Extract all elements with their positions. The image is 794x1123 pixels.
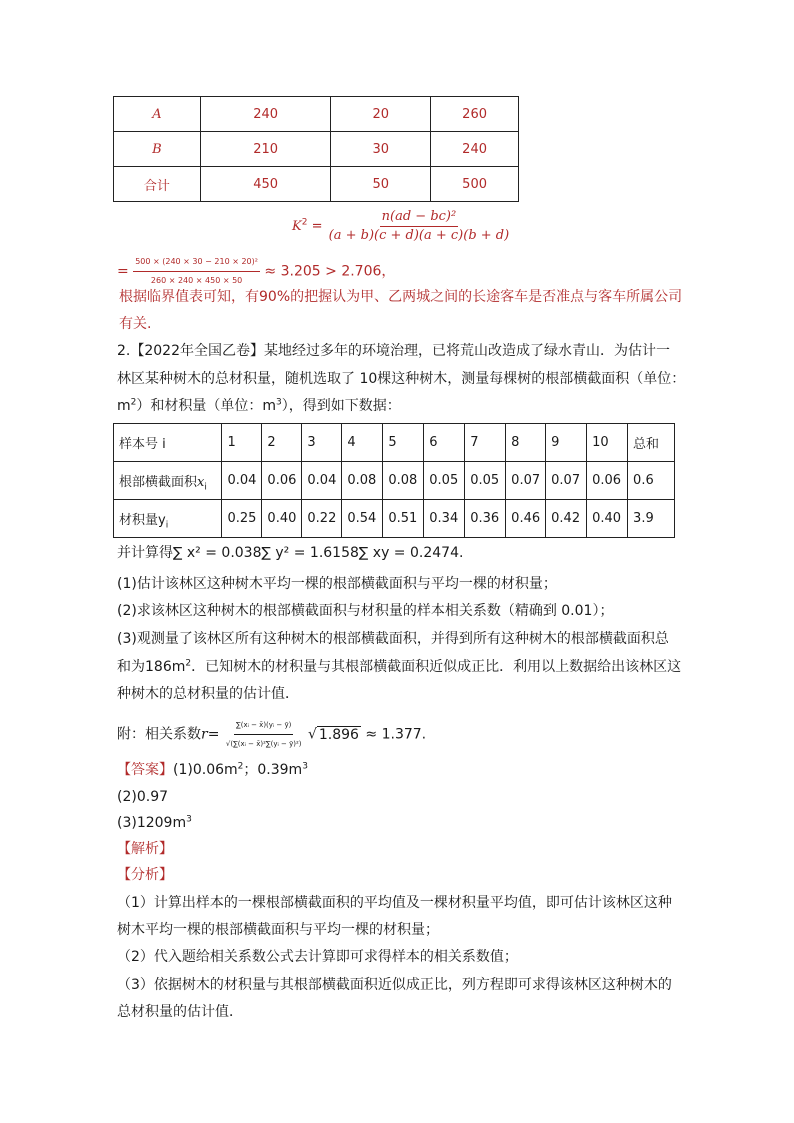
row-label-text: 根部横截面积 [119, 475, 198, 490]
answer-text: (1)0.06m [173, 762, 238, 778]
equals-sign: = [207, 726, 220, 743]
correlation-numerator: ∑(xᵢ − x̄)(yᵢ − ȳ) [234, 716, 293, 735]
cell: 0.51 [383, 500, 424, 538]
row-label: B [114, 132, 201, 167]
cell: 240 [431, 132, 519, 167]
problem-2-line-1 [117, 342, 670, 360]
cell: 0.42 [546, 500, 587, 538]
table-row [114, 462, 675, 500]
conclusion-line-2: 有关. [119, 316, 152, 332]
problem-number: 2. [117, 343, 131, 359]
question-text: ．已知树木的材积量与其根部横截面积近似成正比．利用以上数据给出该林区这 [191, 659, 682, 675]
k2-symbol: K [292, 219, 302, 234]
cell: 210 [200, 132, 331, 167]
answer-label: 【答案】 [117, 762, 173, 778]
sums-prefix: 并计算得 [117, 545, 173, 561]
answer-line-2: (2)0.97 [117, 789, 169, 805]
correlation-denominator: √(∑(xᵢ − x̄)²∑(yᵢ − ȳ)²) [225, 740, 302, 748]
k2-fraction [327, 208, 512, 245]
table-header-row [114, 424, 675, 462]
analysis-p3-line-2: 总材积量的估计值． [117, 1004, 243, 1020]
approx-value: ≈ 1.377. [365, 726, 427, 743]
question-3-line-2 [117, 658, 681, 676]
equals-sign: = [117, 263, 129, 280]
cell: 0.40 [262, 500, 302, 538]
sum-y-squared: ∑ y² = 1.6158 [261, 545, 359, 561]
sum-xy: ∑ xy = 0.2474. [358, 545, 464, 561]
correlation-fraction [224, 716, 304, 753]
cell: 3.9 [628, 500, 675, 538]
sample-data-table [113, 423, 675, 538]
header-cell: 9 [546, 424, 587, 462]
cell: 30 [331, 132, 431, 167]
cell: 0.07 [546, 462, 587, 500]
unit-text: ）和材积量（单位：m [136, 398, 277, 414]
cell: 0.06 [262, 462, 302, 500]
answer-text: (3)1209m [117, 815, 187, 831]
header-cell: 4 [342, 424, 383, 462]
header-cell: 8 [506, 424, 546, 462]
cell: 0.06 [587, 462, 628, 500]
question-3-line-1: (3)观测量了该林区所有这种树木的根部横截面积，并得到所有这种树木的根部横截面积总 [117, 631, 669, 647]
cell: 450 [200, 167, 331, 202]
unit-exponent: 3 [186, 814, 192, 825]
unit-text: ），得到如下数据： [281, 398, 401, 414]
header-cell: 总和 [628, 424, 675, 462]
equals-sign: = [311, 219, 323, 234]
row-label: 合计 [114, 167, 201, 202]
unit-exponent: 2 [185, 658, 192, 669]
cell: 240 [200, 97, 331, 132]
question-text: 和为186m [117, 659, 186, 675]
header-cell: 3 [302, 424, 342, 462]
unit-exponent: 3 [302, 761, 308, 772]
table-row [114, 500, 675, 538]
header-cell: 样本号 i [114, 424, 222, 462]
conclusion-line-1: 根据临界值表可知，有90%的把握认为甲、乙两城之间的长途客车是否准点与客车所属公司 [119, 289, 683, 305]
answer-text: ；0.39m [243, 762, 303, 778]
analysis-sub-label: 【分析】 [117, 867, 173, 883]
header-cell: 1 [222, 424, 262, 462]
sqrt-value: 1.896 [318, 726, 359, 743]
question-1: (1)估计该林区这种树木平均一棵的根部横截面积与平均一棵的材积量； [117, 576, 557, 592]
row-label: A [114, 97, 201, 132]
header-cell: 6 [424, 424, 465, 462]
subscript: i [165, 520, 169, 531]
sqrt-sign: √ [307, 726, 317, 743]
analysis-label: 【解析】 [117, 841, 173, 857]
answer-line-1 [117, 761, 308, 779]
analysis-p1-line-1: （1）计算出样本的一棵根部横截面积的平均值及一棵材积量平均值，即可估计该林区这种 [117, 895, 672, 911]
question-3-line-3: 种树木的总材积量的估计值． [117, 686, 299, 702]
r-symbol: r [201, 726, 208, 743]
cell: 0.25 [222, 500, 262, 538]
k2-calculation [117, 253, 395, 290]
table-row [114, 97, 519, 132]
question-2: (2)求该林区这种树木的根部横截面积与材积量的样本相关系数（精确到 0.01）； [117, 603, 614, 619]
unit-exponent: 2 [130, 397, 137, 408]
table-row [114, 132, 519, 167]
header-cell: 5 [383, 424, 424, 462]
analysis-p3-line-1: （3）依据树木的材积量与其根部横截面积近似成正比，列方程即可求得该林区这种树木的 [117, 977, 672, 993]
cell: 0.54 [342, 500, 383, 538]
k2-calc-denominator: 260 × 240 × 450 × 50 [150, 276, 243, 285]
cell: 0.36 [465, 500, 506, 538]
sum-x-squared: ∑ x² = 0.038 [173, 545, 262, 561]
row-label [114, 500, 222, 538]
k2-formula [292, 208, 511, 245]
contingency-table [113, 96, 519, 202]
k2-exponent: 2 [301, 217, 308, 228]
cell: 50 [331, 167, 431, 202]
variable-y: y [158, 513, 166, 528]
answer-line-3 [117, 814, 192, 832]
problem-2-line-2: 林区某种树木的总材积量，随机选取了 10棵这种树木，测量每棵树的根部横截面积（单位： [117, 371, 686, 387]
k2-calc-numerator: 500 × (240 × 30 − 210 × 20)² [133, 253, 260, 272]
cell: 0.22 [302, 500, 342, 538]
cell: 0.04 [302, 462, 342, 500]
k2-calc-fraction [133, 253, 260, 290]
header-cell: 10 [587, 424, 628, 462]
subscript: i [204, 482, 207, 493]
k2-numerator: n(ad − bc)² [380, 208, 459, 227]
row-label [114, 462, 222, 500]
unit-text: m [117, 398, 131, 414]
cell: 0.40 [587, 500, 628, 538]
table-row [114, 167, 519, 202]
cell: 0.08 [342, 462, 383, 500]
k2-denominator: (a + b)(c + d)(a + c)(b + d) [328, 228, 510, 243]
appendix-prefix: 附：相关系数 [117, 726, 201, 743]
cell: 0.46 [506, 500, 546, 538]
header-cell: 2 [262, 424, 302, 462]
sums-line [117, 544, 463, 562]
cell: 0.05 [465, 462, 506, 500]
problem-source: 【2022年全国乙卷】 [130, 343, 264, 359]
analysis-p2: （2）代入题给相关系数公式去计算即可求得样本的相关系数值； [117, 949, 518, 965]
row-label-text: 材积量 [119, 513, 159, 528]
unit-exponent: 3 [276, 397, 282, 408]
cell: 260 [431, 97, 519, 132]
analysis-p1-line-2: 树木平均一棵的根部横截面积与平均一棵的材积量； [117, 922, 439, 938]
cell: 0.34 [424, 500, 465, 538]
header-cell: 7 [465, 424, 506, 462]
cell: 0.04 [222, 462, 262, 500]
cell: 0.07 [506, 462, 546, 500]
k2-result: ≈ 3.205 > 2.706， [264, 263, 396, 280]
variable-x: x [197, 475, 205, 490]
appendix-formula [117, 716, 426, 753]
unit-exponent: 2 [237, 761, 244, 772]
cell: 500 [431, 167, 519, 202]
problem-text: 某地经过多年的环境治理，已将荒山改造成了绿水青山．为估计一 [264, 343, 670, 359]
cell: 0.05 [424, 462, 465, 500]
problem-2-line-3 [117, 397, 401, 415]
cell: 20 [331, 97, 431, 132]
cell: 0.6 [628, 462, 675, 500]
cell: 0.08 [383, 462, 424, 500]
